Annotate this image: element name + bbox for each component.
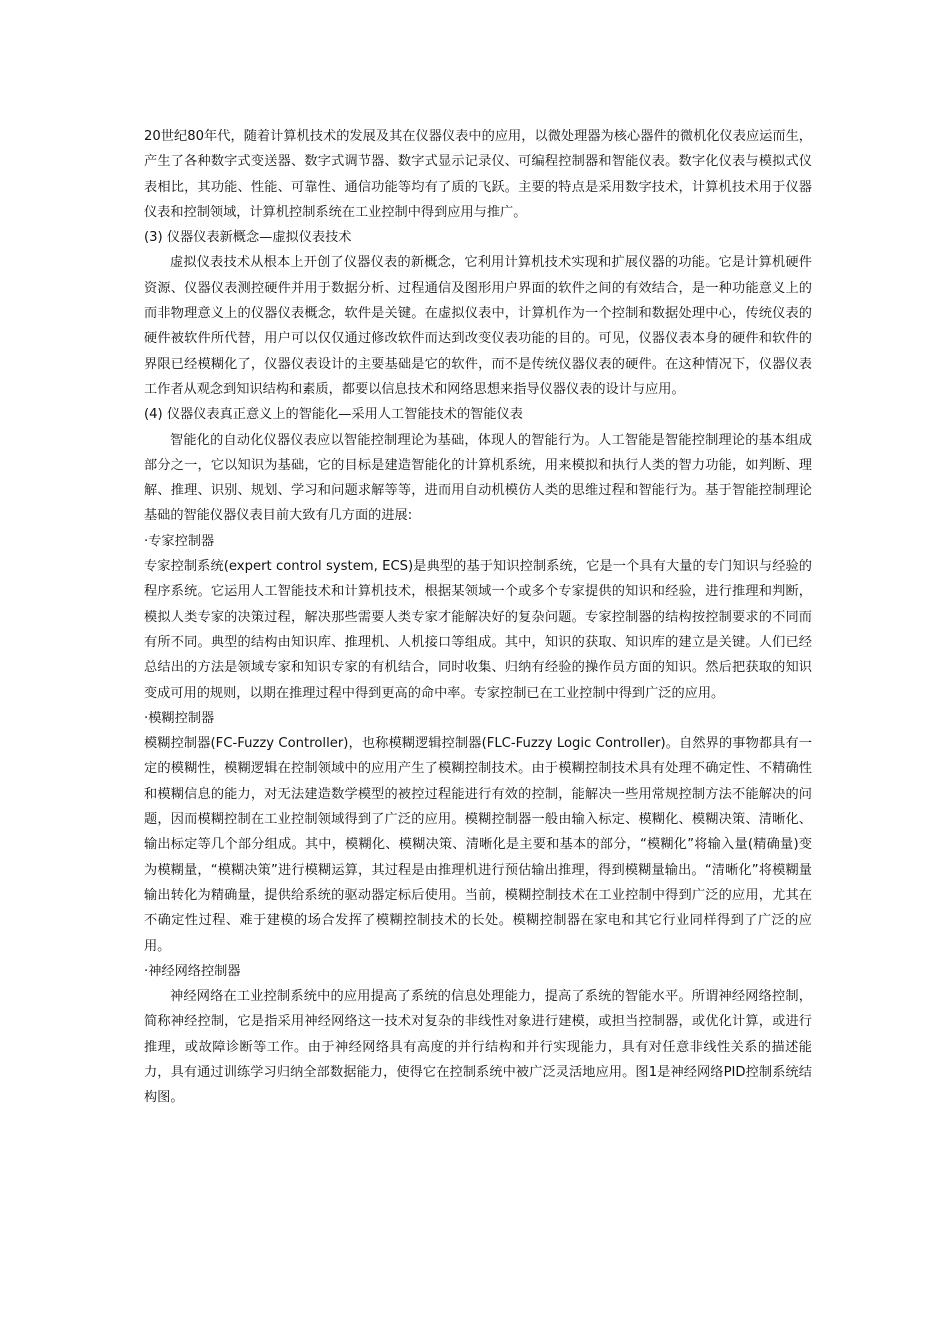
paragraph-fuzzy-controller: 模糊控制器(FC-Fuzzy Controller)，也称模糊逻辑控制器(FLC-Fuzzy Logic Controller)。自然界的事物都具有一定的模糊性，模糊逻辑在控制领域中的应用产生了模糊控制技术。由于模糊控制技术具有处理不确定性、不精确性和模糊信息的能力，对无法建造数学模型的被控过程能进行有效的控制，能解决一些用常规控制方法不能解决的问题，因而模糊控制在工业控制领域得到了广泛的应用。模糊控制器一般由输入标定、模糊化、模糊决策、清晰化、输出标定等几个部分组成。其中，模糊化、模糊决策、清晰化是主要和基本的部分，“模糊化”将输入量(精确量)变为模糊量，“模糊决策”进行模糊运算，其过程是由推理机进行预估输出推理，得到模糊量输出。“清晰化”将模糊量输出转化为精确量，提供给系统的驱动器定标后使用。当前，模糊控制技术在工业控制中得到广泛的应用，尤其在不确定性过程、难于建模的场合发挥了模糊控制技术的长处。模糊控制器在家电和其它行业同样得到了广泛的应用。 [144, 736, 812, 954]
paragraph-expert-controller: 专家控制系统(expert control system, ECS)是典型的基于知识控制系统，它是一个具有大量的专门知识与经验的程序系统。它运用人工智能技术和计算机技术，根据某领域一个或多个专家提供的知识和经验，进行推理和判断，模拟人类专家的决策过程，解决那些需要人类专家才能解决好的复杂问题。专家控制器的结构按控制要求的不同而有所不同。典型的结构由知识库、推理机、人机接口等组成。其中，知识的获取、知识库的建立是关键。人们已经总结出的方法是领域专家和知识专家的有机结合，同时收集、归纳有经验的操作员方面的知识。然后把获取的知识变成可用的规则，以期在推理过程中得到更高的命中率。专家控制已在工业控制中得到广泛的应用。 [144, 559, 812, 701]
bullet-expert-controller: ·专家控制器 [144, 533, 215, 549]
bullet-neural-network-controller: ·神经网络控制器 [144, 963, 241, 979]
paragraph-microcomputer-instruments: 20世纪80年代，随着计算机技术的发展及其在仪器仪表中的应用，以微处理器为核心器件的微机化仪表应运而生，产生了各种数字式变送器、数字式调节器、数字式显示记录仪、可编程控制器和智能仪表。数字化仪表与模拟式仪表相比，其功能、性能、可靠性、通信功能等均有了质的飞跃。主要的特点是采用数字技术，计算机技术用于仪器仪表和控制领域，计算机控制系统在工业控制中得到应用与推广。 [144, 129, 812, 220]
document-body [144, 124, 812, 1111]
heading-intelligent-instruments: (4) 仪器仪表真正意义上的智能化—采用人工智能技术的智能仪表 [144, 407, 523, 423]
heading-virtual-instruments: (3) 仪器仪表新概念—虚拟仪表技术 [144, 230, 352, 246]
paragraph-virtual-instruments: 虚拟仪表技术从根本上开创了仪器仪表的新概念，它利用计算机技术实现和扩展仪器的功能。它是计算机硬件资源、仪器仪表测控硬件并用于数据分析、过程通信及图形用户界面的软件之间的有效结合，是一种功能意义上的而非物理意义上的仪器仪表概念，软件是关键。在虚拟仪表中，计算机作为一个控制和数据处理中心，传统仪表的硬件被软件所代替，用户可以仅仅通过修改软件而达到改变仪表功能的目的。可见，仪器仪表本身的硬件和软件的界限已经模糊化了，仪器仪表设计的主要基础是它的软件，而不是传统仪器仪表的硬件。在这种情况下，仪器仪表工作者从观念到知识结构和素质，都要以信息技术和网络思想来指导仪器仪表的设计与应用。 [144, 255, 812, 397]
paragraph-intelligent-control: 智能化的自动化仪器仪表应以智能控制理论为基础，体现人的智能行为。人工智能是智能控制理论的基本组成部分之一，它以知识为基础，它的目标是建造智能化的计算机系统，用来模拟和执行人类的智力功能，如判断、理解、推理、识别、规划、学习和问题求解等等，进而用自动机模仿人类的思维过程和智能行为。基于智能控制理论基础的智能仪器仪表目前大致有几方面的进展: [144, 432, 812, 524]
bullet-fuzzy-controller: ·模糊控制器 [144, 710, 215, 726]
paragraph-neural-network-controller: 神经网络在工业控制系统中的应用提高了系统的信息处理能力，提高了系统的智能水平。所谓神经网络控制，简称神经控制，它是指采用神经网络这一技术对复杂的非线性对象进行建模，或担当控制器，或优化计算，或进行推理，或故障诊断等工作。由于神经网络具有高度的并行结构和并行实现能力，具有对任意非线性关系的描述能力，具有通过训练学习归纳全部数据能力，使得它在控制系统中被广泛灵活地应用。图1是神经网络PID控制系统结构图。 [144, 989, 812, 1106]
